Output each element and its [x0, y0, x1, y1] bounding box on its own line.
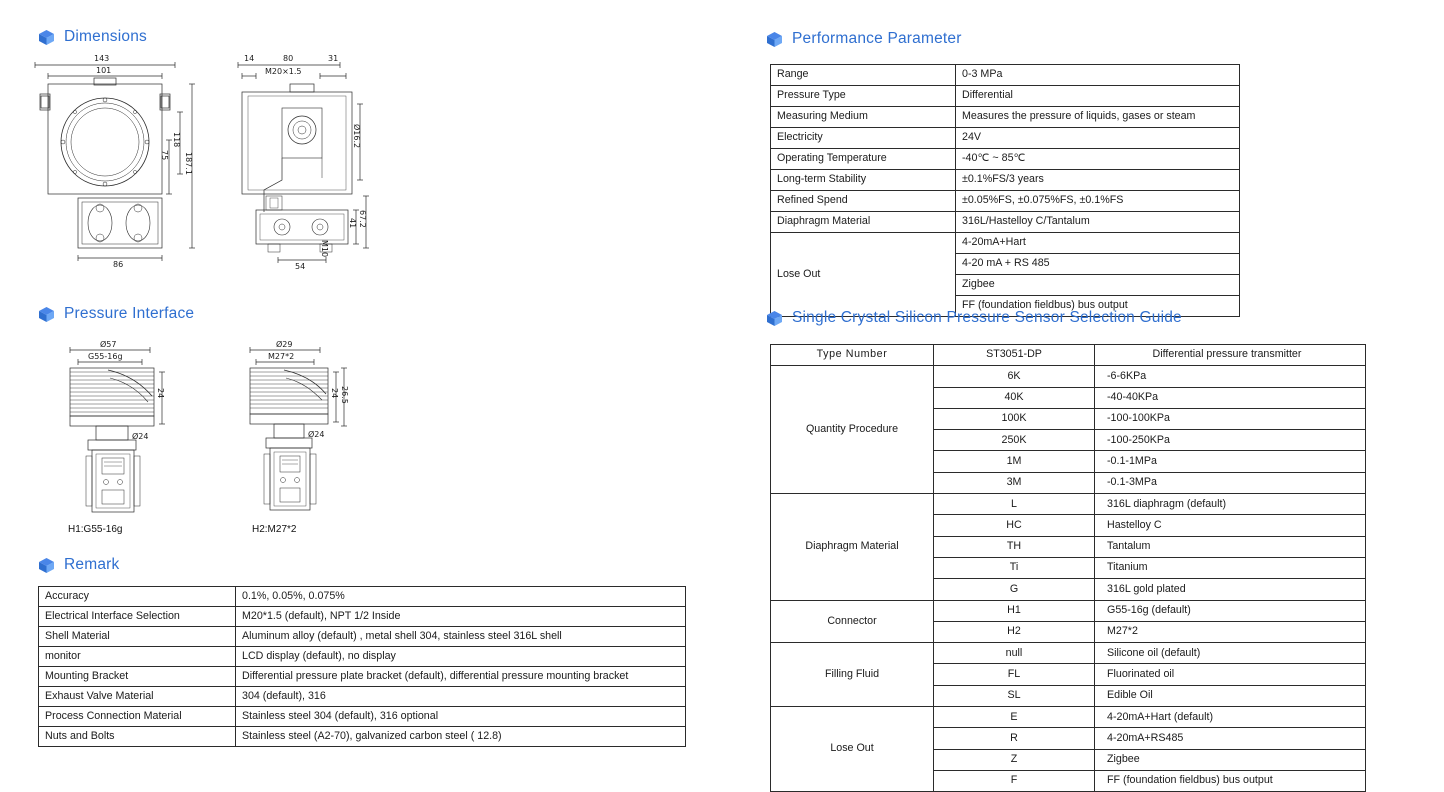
sel-code: E	[934, 707, 1095, 728]
dim-label: 80	[283, 54, 294, 63]
sel-code: H1	[934, 600, 1095, 621]
dim-label: 101	[96, 66, 112, 75]
sel-group-name: Diaphragm Material	[771, 494, 934, 600]
sel-code: SL	[934, 685, 1095, 706]
table-row	[771, 149, 1240, 170]
sel-header-type: Type Number	[771, 345, 934, 366]
perf-value: 4-20mA+Hart	[956, 233, 1240, 254]
sel-code: TH	[934, 536, 1095, 557]
remark-value: Aluminum alloy (default) , metal shell 304, stainless steel 316L shell	[236, 627, 686, 647]
dim-label: G55-16g	[88, 352, 123, 361]
remark-value: 304 (default), 316	[236, 687, 686, 707]
pressure-interface-svg	[30, 338, 390, 538]
sel-code: FL	[934, 664, 1095, 685]
sel-desc: -100-100KPa	[1095, 408, 1366, 429]
sel-code: L	[934, 494, 1095, 515]
remark-key: Shell Material	[39, 627, 236, 647]
sel-desc: Tantalum	[1095, 536, 1366, 557]
dim-label: Ø24	[132, 432, 149, 441]
sel-code: 1M	[934, 451, 1095, 472]
section-heading-dimensions	[38, 28, 147, 46]
remark-value: Stainless steel (A2-70), galvanized carbon steel ( 12.8)	[236, 727, 686, 747]
sel-code: Ti	[934, 557, 1095, 578]
table-row	[39, 707, 686, 727]
sel-header-desc: Differential pressure transmitter	[1095, 345, 1366, 366]
table-row	[771, 366, 1366, 387]
perf-value: 316L/Hastelloy C/Tantalum	[956, 212, 1240, 233]
sel-code: null	[934, 643, 1095, 664]
sel-code: HC	[934, 515, 1095, 536]
perf-value: -40℃ ~ 85℃	[956, 149, 1240, 170]
dim-label: M27*2	[268, 352, 295, 361]
dim-label: 86	[113, 260, 124, 269]
remark-key: monitor	[39, 647, 236, 667]
sel-code: H2	[934, 621, 1095, 642]
sel-header-model: ST3051-DP	[934, 345, 1095, 366]
perf-value: ±0.1%FS/3 years	[956, 170, 1240, 191]
sel-desc: FF (foundation fieldbus) bus output	[1095, 770, 1366, 791]
section-title: Dimensions	[64, 28, 147, 45]
section-heading-remark	[38, 556, 119, 574]
sel-group-name: Lose Out	[771, 707, 934, 792]
table-row	[771, 191, 1240, 212]
perf-key: Electricity	[771, 128, 956, 149]
sel-desc: Hastelloy C	[1095, 515, 1366, 536]
sel-code: 250K	[934, 430, 1095, 451]
table-row	[39, 687, 686, 707]
dim-label: 54	[295, 262, 306, 271]
remark-key: Mounting Bracket	[39, 667, 236, 687]
sel-code: F	[934, 770, 1095, 791]
cube-bullet-icon	[766, 310, 783, 327]
perf-key: Refined Spend	[771, 191, 956, 212]
sel-desc: -40-40KPa	[1095, 387, 1366, 408]
sel-desc: Titanium	[1095, 557, 1366, 578]
sel-desc: Zigbee	[1095, 749, 1366, 770]
table-row	[771, 345, 1366, 366]
dim-label: 143	[94, 54, 110, 63]
table-row	[39, 727, 686, 747]
cube-bullet-icon	[766, 31, 783, 48]
cube-bullet-icon	[38, 306, 55, 323]
remark-value: 0.1%, 0.05%, 0.075%	[236, 587, 686, 607]
section-heading-pressure-interface	[38, 305, 194, 323]
table-row	[771, 65, 1240, 86]
perf-key: Long-term Stability	[771, 170, 956, 191]
perf-key: Pressure Type	[771, 86, 956, 107]
table-row	[39, 667, 686, 687]
selection-guide-table	[770, 344, 1366, 792]
table-row	[771, 212, 1240, 233]
sel-desc: 316L gold plated	[1095, 579, 1366, 600]
pressure-interface-drawing	[30, 338, 390, 548]
pressure-interface-caption-left: H1:G55-16g	[68, 524, 123, 535]
remark-table	[38, 586, 686, 747]
sel-desc: -0.1-3MPa	[1095, 472, 1366, 493]
table-row	[39, 607, 686, 627]
table-row	[771, 707, 1366, 728]
sel-desc: Silicone oil (default)	[1095, 643, 1366, 664]
sel-group-name: Connector	[771, 600, 934, 643]
table-row	[771, 170, 1240, 191]
sel-code: G	[934, 579, 1095, 600]
sel-desc: -6-6KPa	[1095, 366, 1366, 387]
dim-label: 31	[328, 54, 339, 63]
sel-code: R	[934, 728, 1095, 749]
remark-value: LCD display (default), no display	[236, 647, 686, 667]
dim-label: 24	[156, 388, 165, 399]
dim-label: Ø24	[308, 430, 325, 439]
dim-label: 14	[244, 54, 255, 63]
perf-key: Diaphragm Material	[771, 212, 956, 233]
perf-key: Range	[771, 65, 956, 86]
dimensions-drawing-svg	[20, 52, 400, 282]
perf-key: Lose Out	[771, 233, 956, 317]
section-title: Pressure Interface	[64, 305, 195, 322]
remark-key: Electrical Interface Selection	[39, 607, 236, 627]
dim-label: 24	[330, 388, 339, 399]
remark-key: Accuracy	[39, 587, 236, 607]
sel-desc: M27*2	[1095, 621, 1366, 642]
perf-value: FF (foundation fieldbus) bus output	[956, 296, 1240, 317]
table-row	[771, 494, 1366, 515]
dim-label: 75	[160, 150, 169, 161]
dim-label: M10	[320, 240, 329, 258]
dimensions-drawing	[20, 52, 400, 282]
sel-desc: G55-16g (default)	[1095, 600, 1366, 621]
dim-label: Ø16.2	[352, 124, 361, 149]
table-row	[771, 107, 1240, 128]
sel-group-name: Quantity Procedure	[771, 366, 934, 494]
table-row	[771, 86, 1240, 107]
dim-label: Ø57	[100, 340, 117, 349]
sel-desc: 4-20mA+RS485	[1095, 728, 1366, 749]
sel-code: 100K	[934, 408, 1095, 429]
sel-code: 40K	[934, 387, 1095, 408]
table-row	[771, 600, 1366, 621]
perf-value: 0-3 MPa	[956, 65, 1240, 86]
cube-bullet-icon	[38, 29, 55, 46]
table-row	[771, 643, 1366, 664]
sel-desc: 316L diaphragm (default)	[1095, 494, 1366, 515]
section-title: Remark	[64, 556, 120, 573]
perf-key: Operating Temperature	[771, 149, 956, 170]
cube-bullet-icon	[38, 557, 55, 574]
dim-label: M20×1.5	[265, 67, 302, 76]
dim-label: 67.2	[358, 210, 367, 228]
sel-group-name: Filling Fluid	[771, 643, 934, 707]
sel-desc: 4-20mA+Hart (default)	[1095, 707, 1366, 728]
perf-key: Measuring Medium	[771, 107, 956, 128]
dim-label: 118	[172, 132, 181, 148]
left-column	[0, 0, 720, 741]
sel-desc: Fluorinated oil	[1095, 664, 1366, 685]
sel-code: 6K	[934, 366, 1095, 387]
section-heading-performance	[766, 30, 962, 48]
dim-label: 41	[348, 218, 357, 229]
pressure-interface-caption-right: H2:M27*2	[252, 524, 297, 535]
perf-value: 4-20 mA + RS 485	[956, 254, 1240, 275]
perf-value: Zigbee	[956, 275, 1240, 296]
right-column	[740, 0, 1444, 787]
section-title: Single Crystal Silicon Pressure Sensor Selection Guide	[792, 309, 1182, 326]
sel-desc: Edible Oil	[1095, 685, 1366, 706]
section-heading-selection-guide	[766, 309, 1182, 327]
sel-desc: -100-250KPa	[1095, 430, 1366, 451]
dim-label: 187.1	[184, 152, 193, 175]
section-title: Performance Parameter	[792, 30, 962, 47]
perf-value: ±0.05%FS, ±0.075%FS, ±0.1%FS	[956, 191, 1240, 212]
dim-label: Ø29	[276, 340, 293, 349]
table-row	[39, 627, 686, 647]
dim-label: 26.5	[340, 386, 349, 404]
perf-value: 24V	[956, 128, 1240, 149]
remark-key: Process Connection Material	[39, 707, 236, 727]
performance-parameter-table	[770, 64, 1240, 317]
remark-key: Exhaust Valve Material	[39, 687, 236, 707]
table-row	[771, 128, 1240, 149]
perf-value: Differential	[956, 86, 1240, 107]
table-row	[771, 233, 1240, 254]
remark-value: M20*1.5 (default), NPT 1/2 Inside	[236, 607, 686, 627]
table-row	[39, 587, 686, 607]
sel-code: Z	[934, 749, 1095, 770]
table-row	[39, 647, 686, 667]
remark-key: Nuts and Bolts	[39, 727, 236, 747]
perf-value: Measures the pressure of liquids, gases or steam	[956, 107, 1240, 128]
sel-code: 3M	[934, 472, 1095, 493]
remark-value: Differential pressure plate bracket (default), differential pressure mounting bracket	[236, 667, 686, 687]
sel-desc: -0.1-1MPa	[1095, 451, 1366, 472]
remark-value: Stainless steel 304 (default), 316 optional	[236, 707, 686, 727]
